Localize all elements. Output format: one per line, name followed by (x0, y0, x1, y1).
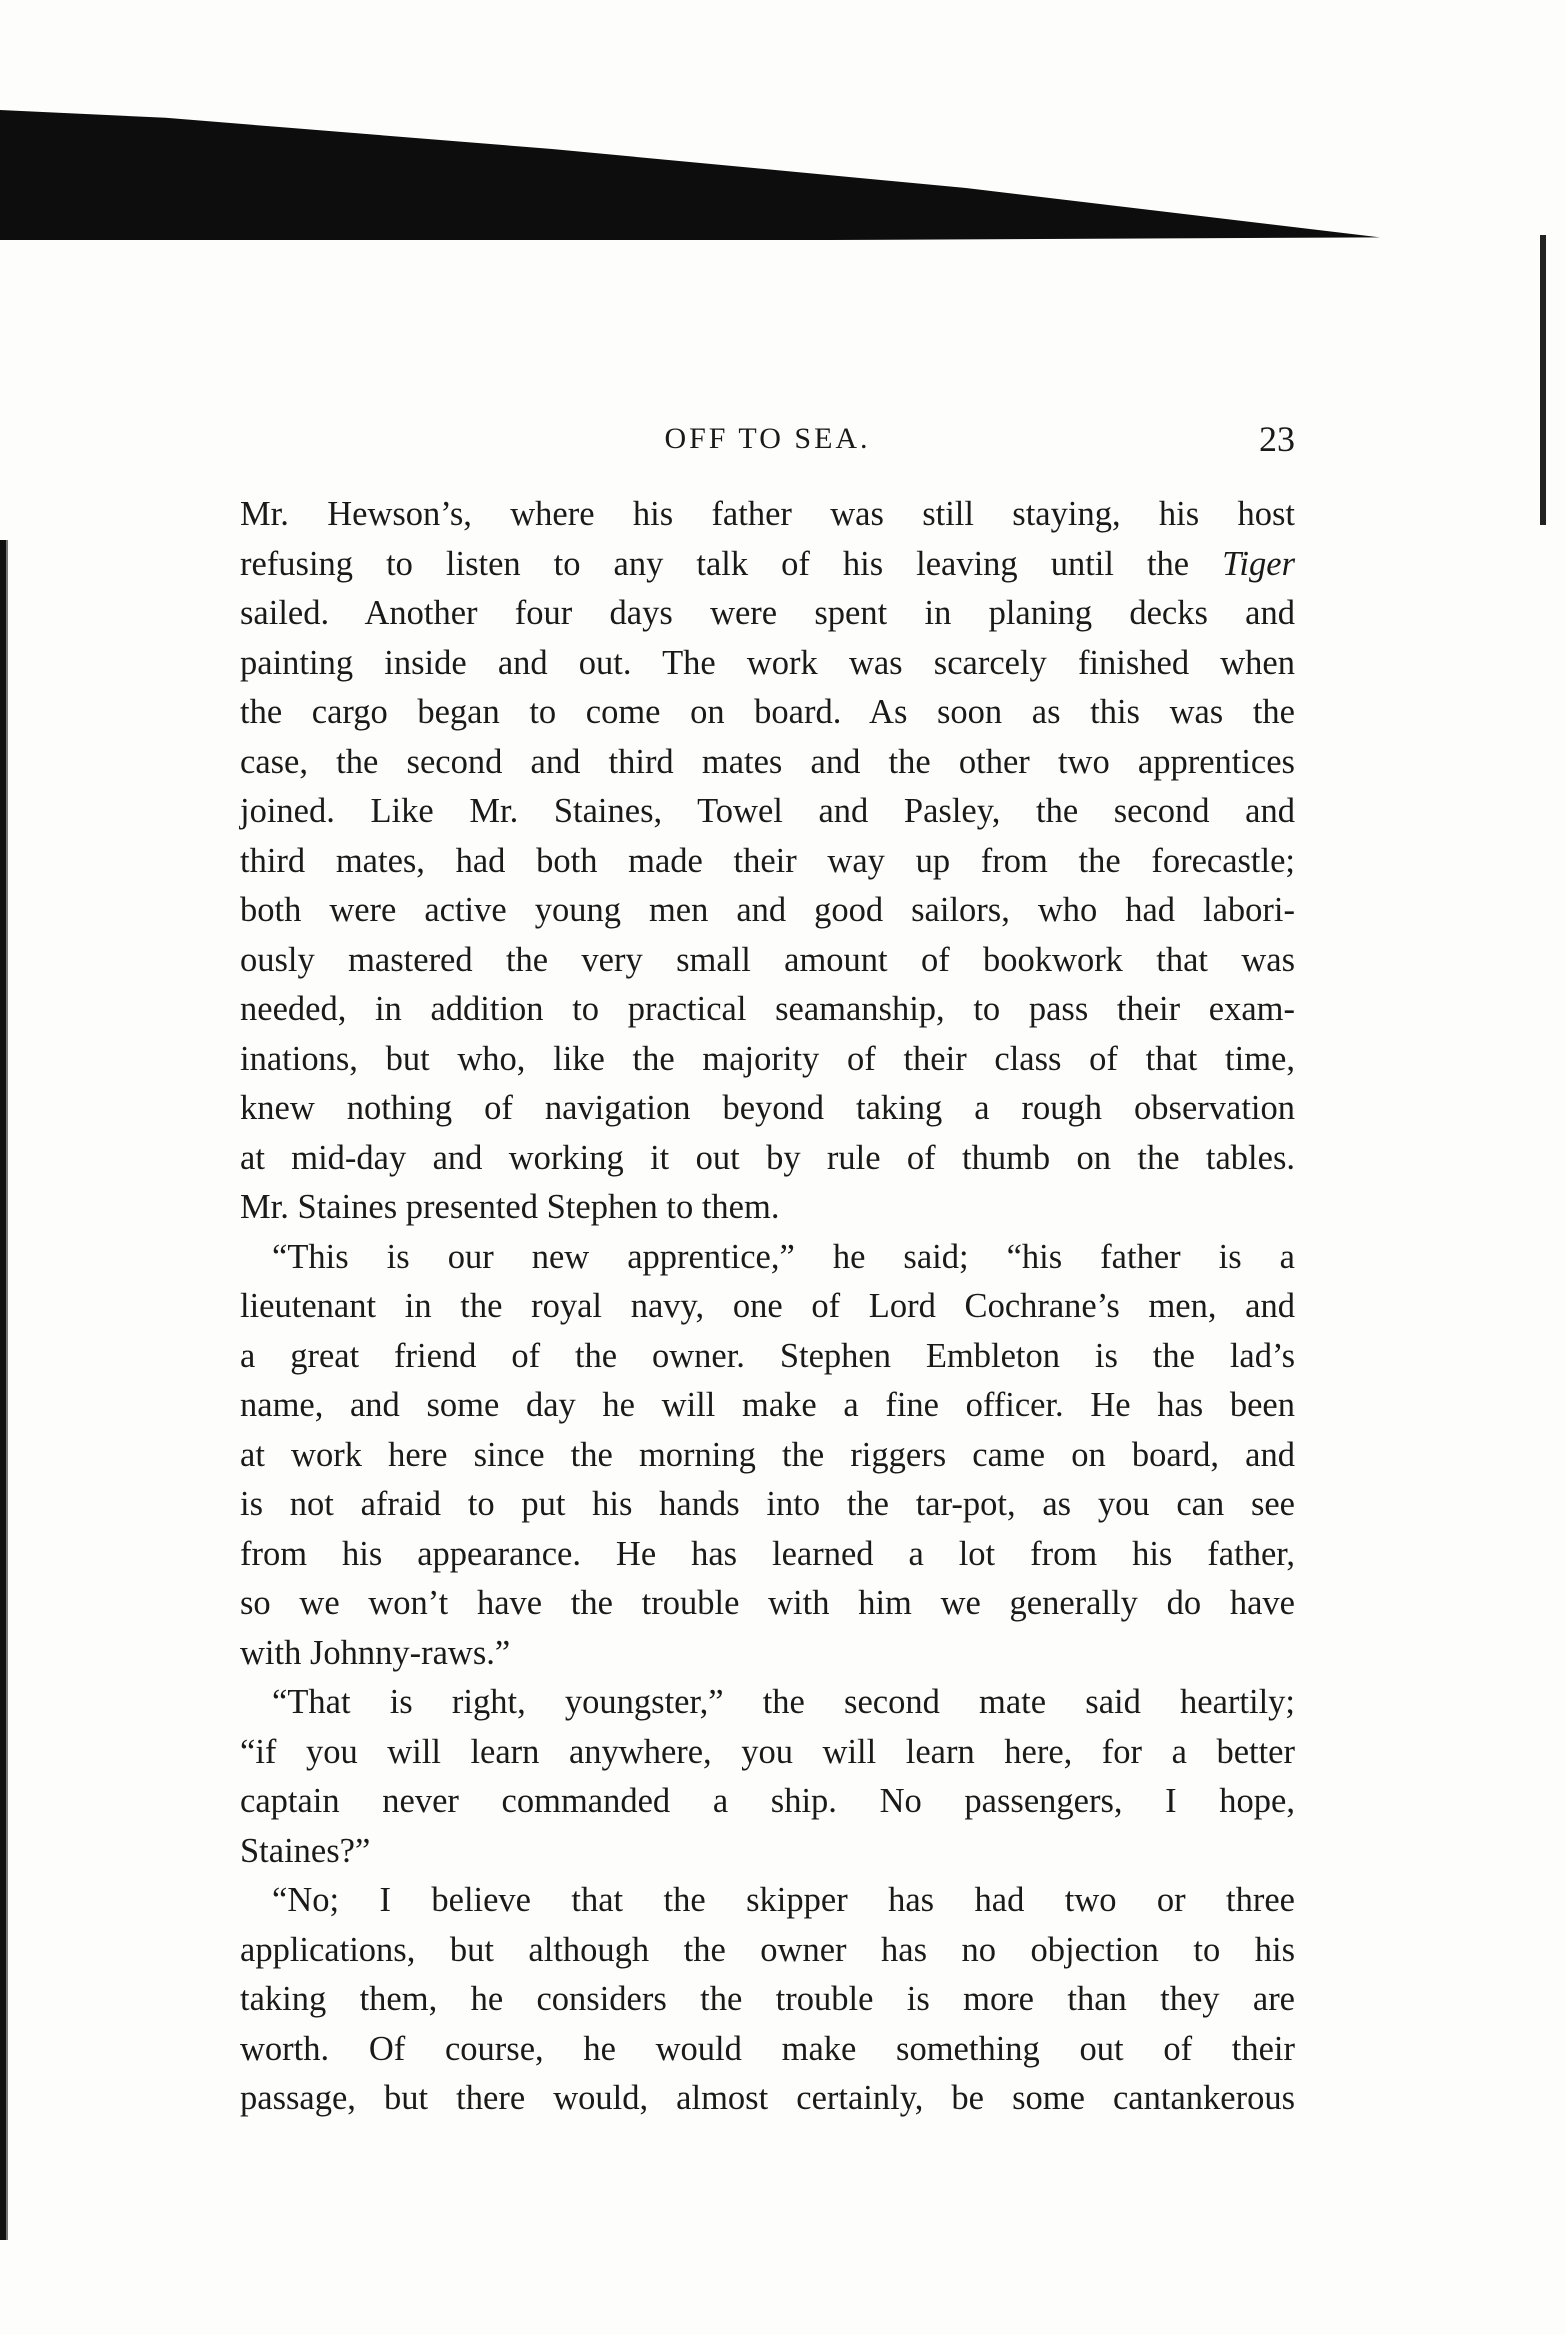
text-line: knew nothing of navigation beyond taking a rough observation (240, 1089, 1295, 1127)
text-line: taking them, he considers the trouble is more than they are (240, 1980, 1295, 2018)
text-line: the cargo began to come on board. As soon as this was the (240, 693, 1295, 731)
text-line: lieutenant in the royal navy, one of Lord Cochrane’s men, and (240, 1287, 1295, 1325)
text-line: captain never commanded a ship. No passengers, I hope, (240, 1782, 1295, 1820)
ship-name: Tiger (1222, 544, 1295, 583)
scan-right-mark (1540, 235, 1546, 525)
text-line: painting inside and out. The work was scarcely finished when (240, 643, 1295, 682)
text-line: at mid-day and working it out by rule of thumb on the tables. (240, 1138, 1295, 1177)
text-line: with Johnny-raws.” (240, 1633, 511, 1672)
text-line: inations, but who, like the majority of their class of that time, (240, 1039, 1295, 1078)
running-head (240, 418, 1295, 468)
text-line: needed, in addition to practical seamanship, to pass their exam- (240, 990, 1295, 1028)
text-line: “if you will learn anywhere, you will learn here, for a better (240, 1732, 1295, 1771)
text-line: case, the second and third mates and the other two apprentices (240, 742, 1295, 781)
text-line: so we won’t have the trouble with him we generally do have (240, 1584, 1295, 1622)
text-line: from his appearance. He has learned a lot from his father, (240, 1534, 1295, 1573)
text-line: ously mastered the very small amount of bookwork that was (240, 940, 1295, 979)
text-line: Mr. Staines presented Stephen to them. (240, 1188, 780, 1226)
text-line (240, 540, 1295, 590)
text-line: is not afraid to put his hands into the tar-pot, as you can see (240, 1485, 1295, 1523)
text-line: Mr. Hewson’s, where his father was still staying, his host (240, 495, 1295, 533)
text-line: “No; I believe that the skipper has had two or three (272, 1881, 1295, 1919)
running-title: OFF TO SEA. (664, 422, 871, 455)
text-line: name, and some day he will make a fine officer. He has been (240, 1386, 1295, 1424)
text-line: sailed. Another four days were spent in planing decks and (240, 594, 1295, 632)
text-line: at work here since the morning the riggers came on board, and (240, 1435, 1295, 1474)
text-line: third mates, had both made their way up from the forecastle; (240, 841, 1295, 880)
text-line: both were active young men and good sailors, who had labori- (240, 891, 1295, 929)
text-line: passage, but there would, almost certainly, be some cantankerous (240, 2079, 1295, 2117)
body-text (240, 490, 1295, 2124)
text-line: Staines?” (240, 1831, 371, 1870)
text-line: worth. Of course, he would make something out of their (240, 2029, 1295, 2068)
scan-shadow-band (0, 110, 1380, 240)
text-line: joined. Like Mr. Staines, Towel and Pasley, the second and (240, 792, 1295, 830)
text-line: applications, but although the owner has no objection to his (240, 1930, 1295, 1969)
scan-left-edge (0, 540, 12, 2240)
text-line: a great friend of the owner. Stephen Embleton is the lad’s (240, 1336, 1295, 1375)
text-line-part: refusing to listen to any talk of his leaving until the (240, 544, 1190, 583)
text-line: “That is right, youngster,” the second mate said heartily; (272, 1683, 1295, 1721)
page-number: 23 (1259, 419, 1295, 459)
text-line: “This is our new apprentice,” he said; “his father is a (272, 1237, 1295, 1276)
